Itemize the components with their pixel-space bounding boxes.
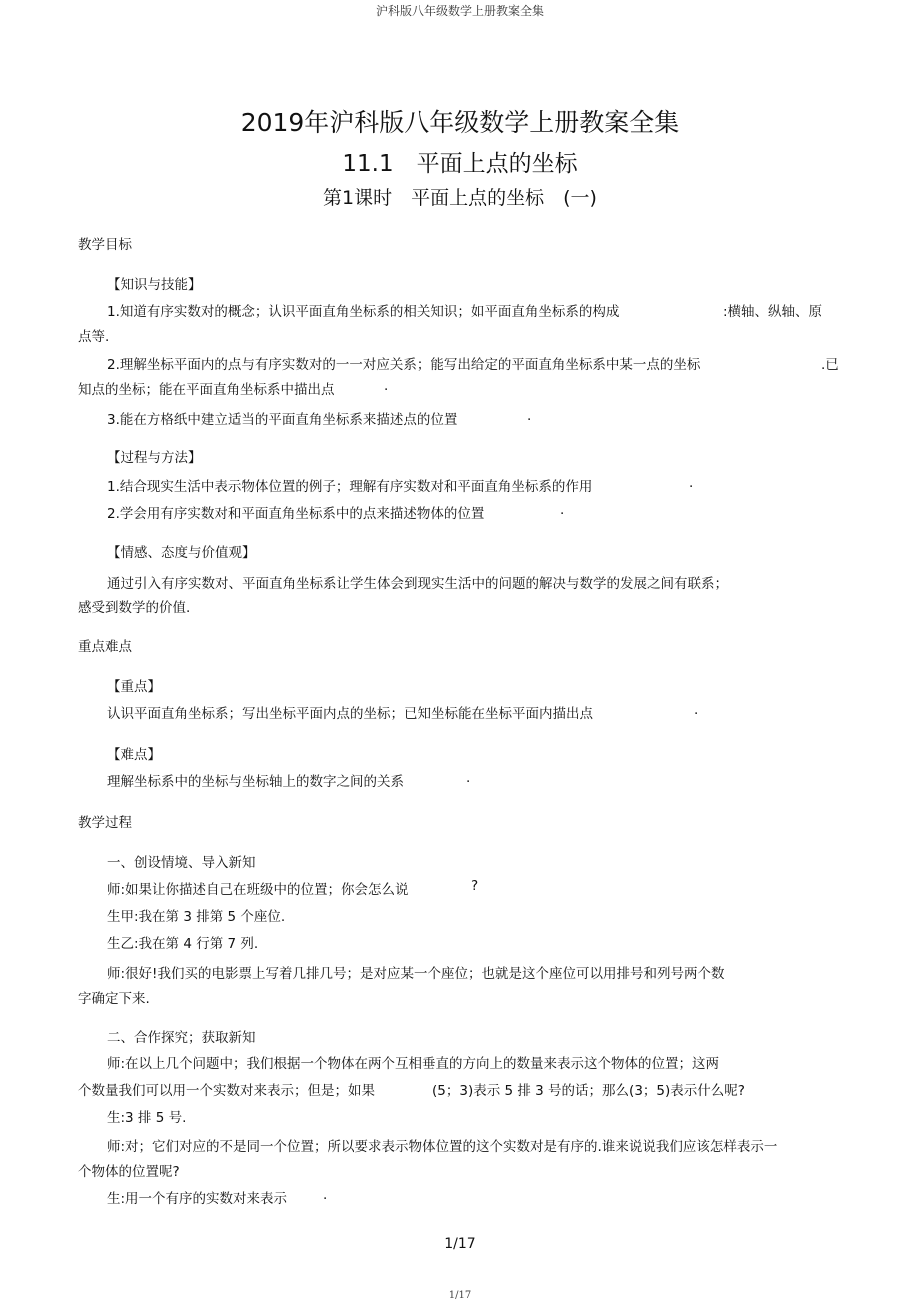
- goal-m2-period: .: [560, 502, 565, 518]
- bracket-difficulty: 【难点】: [107, 747, 161, 763]
- goal-m1-period: .: [689, 475, 694, 491]
- bracket-focus: 【重点】: [107, 679, 161, 695]
- goal-e2-text: 感受到数学的价值.: [78, 600, 191, 616]
- goal-e1-text: 通过引入有序实数对、平面直角坐标系让学生体会到现实生活中的问题的解决与数学的发展之间有联系；: [107, 576, 728, 592]
- bracket-method: 【过程与方法】: [107, 450, 202, 466]
- dialogue-teacher-2: 师:很好!我们买的电影票上写着几排几号；是对应某一个座位；也就是这个座位可以用排号和列号两个数: [107, 966, 725, 982]
- dialogue-teacher-3-cont: 个数量我们可以用一个实数对来表示；但是；如果: [78, 1083, 375, 1099]
- lesson-title: 第1课时 平面上点的坐标 (一): [323, 187, 597, 209]
- goal-k3-text: 3.能在方格纸中建立适当的平面直角坐标系来描述点的位置: [107, 412, 458, 428]
- goal-k3-period: .: [527, 408, 532, 424]
- heading-teaching-goals: 教学目标: [78, 237, 132, 253]
- dialogue-teacher-4-cont: 个物体的位置呢?: [78, 1164, 180, 1180]
- heading-key-points: 重点难点: [78, 639, 132, 655]
- focus-period: .: [694, 702, 699, 718]
- dialogue-teacher-1-mark: ?: [471, 878, 479, 894]
- goal-k2-text: 2.理解坐标平面内的点与有序实数对的一一对应关系；能写出给定的平面直角坐标系中某一点的坐标: [107, 357, 701, 373]
- document-title: 2019年沪科版八年级数学上册教案全集: [240, 108, 680, 137]
- dialogue-student-d: 生:用一个有序的实数对来表示: [107, 1191, 288, 1207]
- difficulty-period: .: [466, 770, 471, 786]
- dialogue-teacher-1: 师:如果让你描述自己在班级中的位置；你会怎么说: [107, 882, 409, 898]
- goal-k1-tail: :横轴、纵轴、原: [723, 304, 823, 320]
- process-step-1: 一、创设情境、导入新知: [107, 855, 256, 871]
- goal-k1-text: 1.知道有序实数对的概念；认识平面直角坐标系的相关知识；如平面直角坐标系的构成: [107, 304, 620, 320]
- bracket-emotion: 【情感、态度与价值观】: [107, 545, 256, 561]
- dialogue-student-a: 生甲:我在第 3 排第 5 个座位.: [107, 909, 286, 925]
- running-header: 沪科版八年级数学上册教案全集: [375, 4, 544, 18]
- goal-k2-period: .: [384, 378, 389, 394]
- goal-k1-cont: 点等.: [78, 329, 110, 345]
- focus-text: 认识平面直角坐标系；写出坐标平面内点的坐标；已知坐标能在坐标平面内描出点: [107, 706, 593, 722]
- goal-m1-text: 1.结合现实生活中表示物体位置的例子；理解有序实数对和平面直角坐标系的作用: [107, 479, 593, 495]
- dialogue-teacher-2-cont: 字确定下来.: [78, 991, 150, 1007]
- dialogue-teacher-4: 师:对；它们对应的不是同一个位置；所以要求表示物体位置的这个实数对是有序的.谁来说说我们应该怎样表示一: [107, 1139, 778, 1155]
- dialogue-student-c: 生:3 排 5 号.: [107, 1110, 187, 1126]
- goal-m2-text: 2.学会用有序实数对和平面直角坐标系中的点来描述物体的位置: [107, 506, 485, 522]
- difficulty-text: 理解坐标系中的坐标与坐标轴上的数字之间的关系: [107, 774, 404, 790]
- process-step-2: 二、合作探究；获取新知: [107, 1030, 256, 1046]
- dialogue-teacher-3-tail: (5；3)表示 5 排 3 号的话；那么(3；5)表示什么呢?: [432, 1083, 745, 1099]
- goal-k2-tail: .已: [821, 357, 839, 373]
- dialogue-student-d-period: .: [323, 1187, 328, 1203]
- page-number: 1/17: [444, 1236, 476, 1252]
- dialogue-teacher-3: 师:在以上几个问题中；我们根据一个物体在两个互相垂直的方向上的数量来表示这个物体的位置；这两: [107, 1056, 720, 1072]
- heading-teaching-process: 教学过程: [78, 815, 132, 831]
- goal-k2-cont: 知点的坐标；能在平面直角坐标系中描出点: [78, 382, 335, 398]
- section-title: 11.1 平面上点的坐标: [342, 151, 578, 177]
- dialogue-student-b: 生乙:我在第 4 行第 7 列.: [107, 936, 259, 952]
- page-footer: 1/17: [448, 1290, 472, 1301]
- bracket-knowledge: 【知识与技能】: [107, 277, 202, 293]
